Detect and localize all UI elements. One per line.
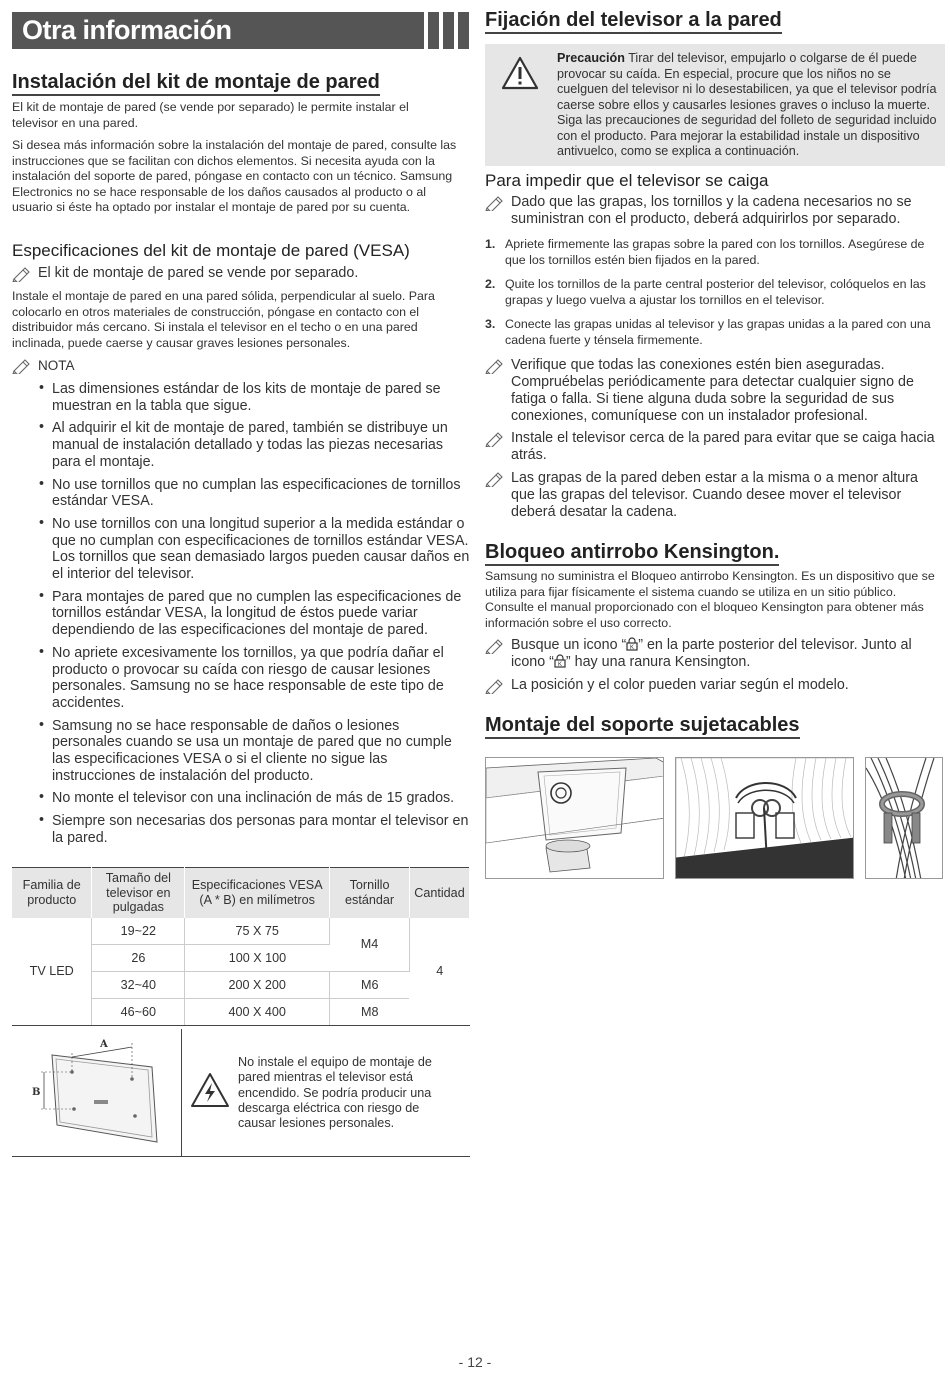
list-item: • Para montajes de pared que no cumplen las especificaciones de tornillos estándar VESA, la longitud de éstos puede variar dependiendo de las especificaciones del montaje de pared. <box>52 589 470 639</box>
note-sold-separately: El kit de montaje de pared se vende por separado. <box>12 265 468 282</box>
pencil-note-icon <box>485 678 505 694</box>
table-header-row <box>12 868 470 918</box>
kensington-lock-icon <box>554 654 566 668</box>
pencil-note-icon <box>485 195 505 211</box>
list-item: • No use tornillos con una longitud superior a la medida estándar o que no cumplan con especificaciones de tornillos estándar VESA. Los tornillos que sean demasiado largos pueden causar daños en el interior del televisor. <box>52 516 470 583</box>
heading-kensington: Bloqueo antirrobo Kensington. <box>485 540 779 566</box>
heading-vesa-spec: Especificaciones del kit de montaje de pared (VESA) <box>12 241 410 260</box>
list-item: • No apriete excesivamente los tornillos, ya que podría dañar el producto o provocar su caída con riesgo de causar lesiones personales. Samsung no se hace responsable de este tipo de accidentes. <box>52 645 470 712</box>
kensington-lock-icon <box>626 637 638 651</box>
step-item: 1. Apriete firmemente las grapas sobre la pared con los tornillos. Asegúrese de que los tornillos estén bien fijados en la pared. <box>485 237 925 267</box>
table-row <box>12 918 470 945</box>
vesa-spec-table <box>12 867 470 1026</box>
cell-size: 19~22 <box>92 918 185 945</box>
warning-box <box>12 1029 470 1157</box>
note-clamp-height: Las grapas de la pared deben estar a la misma o a menor altura que las grapas del televisor. Cuando desee mover el televisor deberá desatar la cadena. <box>485 470 943 521</box>
paragraph-info: Si desea más información sobre la instalación del montaje de pared, consulte las instrucciones que se facilitan con dichos elementos. Si necesita ayuda con la instalación del soporte de pared, póngase en contacto con un técnico. Samsung Electronics no se hace responsable de los daños causados al producto o al usuario si éste ha optado por instalar el montaje de pared por su cuenta. <box>12 138 457 215</box>
col-header: Tornillo estándar <box>330 868 410 918</box>
cell-size: 26 <box>92 945 185 972</box>
cell-family: TV LED <box>12 918 92 1026</box>
pencil-note-icon <box>485 358 505 374</box>
label-b: B <box>32 1087 41 1098</box>
heading-cable-holder: Montaje del soporte sujetacables <box>485 713 800 739</box>
label-a: A <box>100 1039 108 1050</box>
list-item: • Siempre son necesarias dos personas para montar el televisor en la pared. <box>52 813 470 846</box>
paragraph-kensington: Samsung no suministra el Bloqueo antirrobo Kensington. Es un dispositivo que se utiliza para fijar físicamente el sistema cuando se utiliza en un sitio público. Consulte el manual proporcionado con el bloqueo Kensington para obtener más información sobre el uso correcto. <box>485 569 935 630</box>
col-header: Tamaño del televisor en pulgadas <box>92 868 185 918</box>
electric-shock-warning-icon <box>190 1072 230 1108</box>
figure-cable-holder-2 <box>675 757 854 879</box>
list-item: • Samsung no se hace responsable de daños o lesiones personales cuando se usa un montaje de pared que no cumple las especificaciones VESA o si el cliente no sigue las instrucciones de instalación del producto. <box>52 718 470 785</box>
step-item: 2. Quite los tornillos de la parte central posterior del televisor, colóquelos en las grapas y luego vuelva a ajustar los tornillos en el televisor. <box>485 277 926 307</box>
list-item: • Al adquirir el kit de montaje de pared, también se distribuye un manual de instalación detallado y todas las piezas necesarias para el montaje. <box>52 420 470 470</box>
caution-text: Precaución Tirar del televisor, empujarlo o colgarse de él puede provocar su caída. En especial, procure que los niños no se cuelguen del televisor ni lo desestabilicen, ya que el televisor podría caerse sobre ellos y causarles lesiones graves o incluso la muerte. Siga las precauciones de seguridad del folleto de seguridad incluido con el producto. Para mejorar la estabilidad instale un dispositivo antivuelco, como se explica a continuación. <box>557 51 937 158</box>
tv-vesa-diagram <box>32 1037 172 1147</box>
pencil-note-icon <box>485 638 505 654</box>
paragraph-intro: El kit de montaje de pared (se vende por separado) le permite instalar el televisor en una pared. <box>12 100 409 130</box>
list-item: • No use tornillos que no cumplan las especificaciones de tornillos estándar VESA. <box>52 477 470 510</box>
figure-cable-holder-3 <box>865 757 943 879</box>
paragraph-install-wall: Instale el montaje de pared en una pared sólida, perpendicular al suelo. Para colocarlo en otros materiales de construcción, póngase en contacto con el distribuidor más cercano. Si instala el televisor en el techo o en una pared inclinada, puede caerse y causar graves lesiones personales. <box>12 289 435 350</box>
warning-triangle-icon <box>501 56 539 90</box>
section-title: Otra información <box>22 15 232 45</box>
pencil-note-icon <box>485 431 505 447</box>
caution-box <box>485 44 945 166</box>
step-item: 3. Conecte las grapas unidas al televisor y las grapas unidas a la pared con una cadena fuerte y ténsela firmemente. <box>485 317 931 347</box>
section-banner <box>12 12 424 49</box>
pencil-note-icon <box>12 358 32 374</box>
col-header: Especificaciones VESA (A * B) en milímetros <box>185 868 330 918</box>
cell-qty: 4 <box>409 918 469 1026</box>
steps-list <box>485 237 943 358</box>
pencil-note-icon <box>485 471 505 487</box>
list-item: • Las dimensiones estándar de los kits de montaje de pared se muestran en la tabla que sigue. <box>52 381 470 414</box>
note-kensington-icon: Busque un icono “ ” en la parte posterior del televisor. Junto al icono “ ” hay una ranura Kensington. <box>485 637 943 671</box>
note-position-color: La posición y el color pueden variar según el modelo. <box>485 677 943 694</box>
note-verify: Verifique que todas las conexiones estén bien aseguradas. Compruébelas periódicamente para detectar cualquier signo de fatiga o falla. Si tiene alguna duda sobre la seguridad de sus conexiones, comuníquese con un instalador profesional. <box>485 357 943 425</box>
col-header: Cantidad <box>409 868 469 918</box>
heading-wall-mount-install: Instalación del kit de montaje de pared <box>12 70 380 96</box>
pencil-note-icon <box>12 266 32 282</box>
heading-prevent-fall: Para impedir que el televisor se caiga <box>485 171 769 190</box>
page-number: - 12 - <box>458 1354 492 1370</box>
cell-screw: M4 <box>330 918 410 972</box>
cell-vesa: 400 X 400 <box>185 999 330 1026</box>
warning-text: No instale el equipo de montaje de pared mientras el televisor está encendido. Se podría producir una descarga eléctrica con riesgo de causar lesiones personales. <box>238 1055 432 1131</box>
cell-vesa: 200 X 200 <box>185 972 330 999</box>
cell-screw: M8 <box>330 999 410 1026</box>
cell-size: 46~60 <box>92 999 185 1026</box>
nota-header: NOTA <box>12 357 468 374</box>
cell-vesa: 75 X 75 <box>185 918 330 945</box>
cell-screw: M6 <box>330 972 410 999</box>
nota-bullet-list <box>12 381 470 853</box>
cell-size: 32~40 <box>92 972 185 999</box>
banner-bars <box>428 12 470 49</box>
cell-vesa: 100 X 100 <box>185 945 330 972</box>
note-near-wall: Instale el televisor cerca de la pared para evitar que se caiga hacia atrás. <box>485 430 943 464</box>
list-item: • No monte el televisor con una inclinación de más de 15 grados. <box>52 790 470 807</box>
note-clamps: Dado que las grapas, los tornillos y la cadena necesarios no se suministran con el producto, deberá adquirirlos por separado. <box>485 194 943 228</box>
col-header: Familia de producto <box>12 868 92 918</box>
figure-cable-holder-1 <box>485 757 664 879</box>
heading-fix-tv: Fijación del televisor a la pared <box>485 8 782 34</box>
